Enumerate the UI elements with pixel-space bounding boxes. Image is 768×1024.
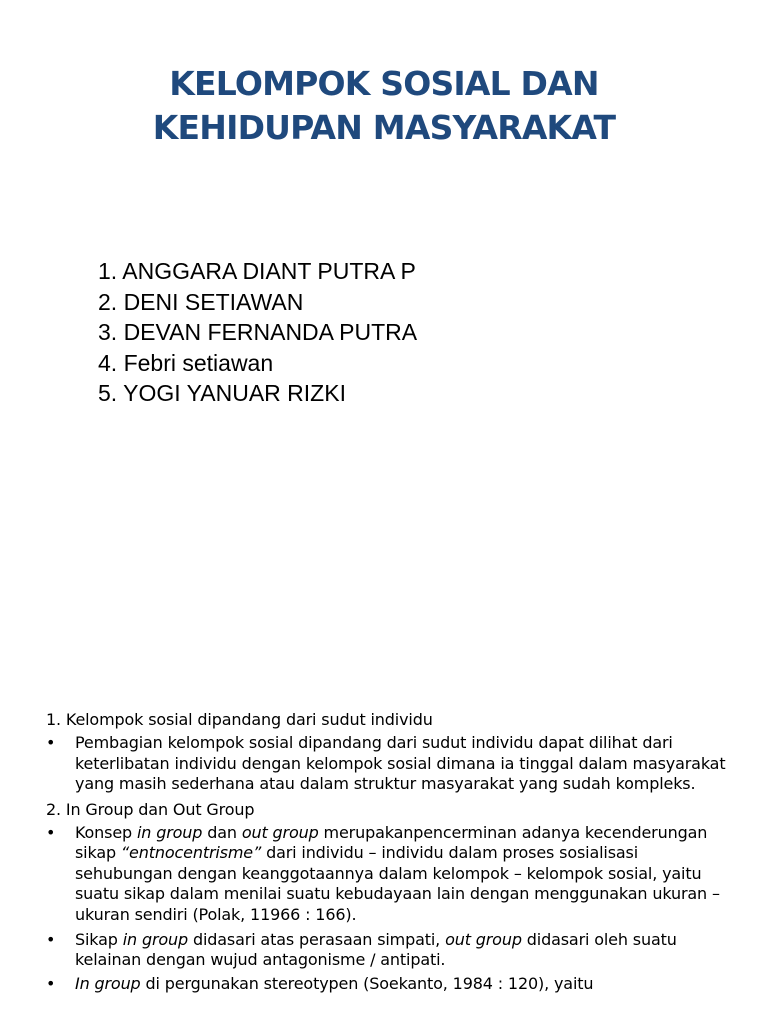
member-item: 5. YOGI YANUAR RIZKI xyxy=(98,380,346,406)
bullet-marker: • xyxy=(46,930,56,950)
member-list xyxy=(98,256,417,409)
text-run: dari individu – individu dalam proses sosialisasi sehubungan dengan keanggotaannya dalam kelompok – kelompok sosial, yaitu suatu sikap dalam menilai suatu kebudayaan lain dengan menggunakan ukuran – ukuran sendiri (Polak, 11966 : 166). xyxy=(75,843,720,924)
italic-term: out group xyxy=(241,823,319,843)
text-run: di pergunakan stereotypen (Soekanto, 1984 : 120), yaitu xyxy=(140,973,594,993)
italic-term: out group xyxy=(445,930,522,950)
bullet-text xyxy=(75,823,736,925)
title-line-2: KEHIDUPAN MASYARAKAT xyxy=(152,108,616,147)
text-run: dan xyxy=(202,823,242,843)
bullet-item xyxy=(46,930,736,971)
slide-title xyxy=(40,62,728,150)
content-slide xyxy=(0,576,768,1024)
member-item: 1. ANGGARA DIANT PUTRA P xyxy=(98,258,416,284)
title-line-1: KELOMPOK SOSIAL DAN xyxy=(169,64,599,103)
italic-term: in group xyxy=(137,823,203,843)
text-run: didasari atas perasaan simpati, xyxy=(188,930,446,950)
bullet-item xyxy=(46,733,736,794)
bullet-text: Pembagian kelompok sosial dipandang dari sudut individu dapat dilihat dari keterlibatan individu dengan kelompok sosial dimana ia tinggal dalam masyarakat yang masih sederhana atau dalam struktur masyarakat yang sudah kompleks. xyxy=(75,733,726,794)
italic-term: in group xyxy=(122,930,189,950)
bullet-marker: • xyxy=(46,973,56,993)
bullet-text xyxy=(75,974,736,994)
bullet-marker: • xyxy=(46,823,56,843)
italic-term: “entnocentrisme” xyxy=(120,843,262,863)
section-heading-2: 2. In Group dan Out Group xyxy=(46,799,255,819)
member-item: 3. DEVAN FERNANDA PUTRA xyxy=(98,319,418,345)
text-run: merupakanpencerminan adanya kecenderungan sikap xyxy=(75,823,708,863)
bullet-marker: • xyxy=(46,733,56,753)
text-run: Konsep xyxy=(75,823,137,843)
italic-term: In group xyxy=(75,973,141,993)
slide-body xyxy=(46,710,736,999)
bullet-text xyxy=(75,930,736,971)
bullet-item xyxy=(46,823,736,925)
section-heading-1: 1. Kelompok sosial dipandang dari sudut individu xyxy=(46,710,433,729)
text-run: didasari oleh suatu kelainan dengan wujud antagonisme / antipati. xyxy=(75,930,677,970)
bullet-item xyxy=(46,974,736,994)
member-item: 4. Febri setiawan xyxy=(98,349,274,376)
member-item: 2. DENI SETIAWAN xyxy=(98,288,304,315)
text-run: Sikap xyxy=(75,930,123,950)
